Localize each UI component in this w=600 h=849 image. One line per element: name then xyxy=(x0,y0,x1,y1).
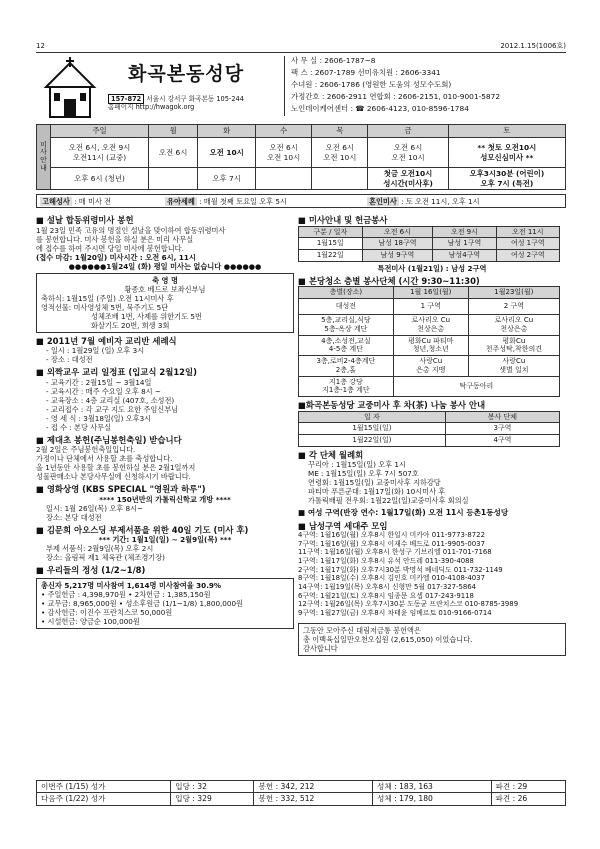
day-header: 목 xyxy=(312,125,368,138)
mass-cell xyxy=(312,168,368,190)
text-line: 황종호 베드로 보좌신부님 xyxy=(124,284,206,294)
text-line: - 교육시간 : 매주 수요일 오후 8시 ~ xyxy=(46,386,161,396)
mass-schedule-table xyxy=(36,124,566,190)
wedding-text: : 토 오전 11시, 오후 1시 xyxy=(401,197,480,206)
table-row xyxy=(299,356,560,377)
mass-cell: 오후3시30분 (어린이) 오후 7시 (특전) xyxy=(448,168,565,190)
section-heading: ■ 2011년 7월 예비자 교리반 세례식 xyxy=(36,335,177,346)
table-cell: 지1층 강당 지1층-1층 계단 xyxy=(299,376,394,397)
page-number: 12 xyxy=(36,42,45,50)
text-line: 화살기도 20번, 희생 3회 xyxy=(91,320,170,330)
text-line: • 주일헌금 : 4,398,970원 • 2차헌금 : 1,385,150원 xyxy=(41,589,211,599)
text-line: 에 접수를 하여 주시면 당일 미사에 봉헌합니다. xyxy=(36,243,184,253)
table-cell: 남성 18구역 xyxy=(362,238,433,250)
church-logo-icon xyxy=(40,57,100,121)
table-cell: 다음주 (1/22) 성가 xyxy=(37,793,171,805)
table-cell: 봉헌 : 332, 512 xyxy=(254,793,373,805)
contact-list xyxy=(284,56,566,116)
sacrament-notes xyxy=(36,194,566,208)
table-row xyxy=(299,335,560,356)
table-cell: 1월15일 xyxy=(299,238,363,250)
text-line: - 장소 : 대성전 xyxy=(46,355,93,364)
text-line: 장소: 본당 대성전 xyxy=(46,512,102,522)
offering-summary-box xyxy=(36,578,294,629)
table-cell: 2 구역 xyxy=(468,299,559,315)
table-cell: 성체 : 179, 180 xyxy=(373,793,492,805)
mass-cell: 첫금 오전10시 성시간(미사후) xyxy=(368,168,448,190)
table-cell: 로사리오 Cu 천상은총 xyxy=(468,315,559,336)
table-cell: 성체 : 183, 163 xyxy=(373,781,492,793)
masthead xyxy=(36,52,566,124)
hymn-table xyxy=(36,780,566,806)
table-cell: 1월15일(일) xyxy=(299,423,446,435)
list-item: 11구역: 1월16일(월) 오후8시 한성구 기브리엘 011-701-7168 xyxy=(298,548,492,557)
cleaning-table xyxy=(298,286,560,397)
text-line: ●●●●●●1월24일 (화) 평일 미사는 없습니다 ●●●●●● xyxy=(68,261,262,271)
table-cell: 1월22일 xyxy=(299,250,363,262)
list-item: 1구역: 1월17일(화) 오후8시 유석 안드레 011-390-4088 xyxy=(298,557,474,566)
text-line: 꾸리아 : 1월15일(일) 오후 1시 xyxy=(308,460,406,470)
tea-service-table xyxy=(298,411,560,447)
text-line: 그동안 모아주신 대림저금통 봉헌액은 xyxy=(303,626,421,636)
day-header: 월 xyxy=(149,125,198,138)
text-line: 올 1년동안 사용할 초를 봉헌하실 분은 2월1일까지 xyxy=(36,463,196,472)
mass-cell: 오전 6시 오전 10시 xyxy=(312,138,368,168)
day-header: 화 xyxy=(198,125,256,138)
contact-line: 사 무 실 : 2606-1787~8 xyxy=(291,56,376,65)
table-cell: 평화Cu 천주성탁,착한의견 xyxy=(468,335,559,356)
offering-service-table xyxy=(298,226,560,262)
table-row xyxy=(299,435,560,447)
text-line: 1월 23일 민족 고유의 명절인 설날을 맞이하여 합동위령미사 xyxy=(36,225,226,235)
table-row xyxy=(299,238,560,250)
text-line: 를 봉헌합니다. 미사 봉헌을 하실 분은 미리 사무실 xyxy=(36,234,194,244)
table-row xyxy=(299,250,560,262)
mass-cell: 오후 7시 xyxy=(198,168,256,190)
homepage-link[interactable]: http://hwagok.org xyxy=(135,103,195,112)
table-cell: 여성 1구역 xyxy=(496,238,559,250)
section-heading: ■ 우리들의 정성 (1/2~1/8) xyxy=(36,565,146,575)
text-line: *** 기간: 1월1일(일) ~ 2월9일(목) *** xyxy=(98,535,232,544)
table-cell: 파견 : 26 xyxy=(491,793,565,805)
text-line: 총신자 5,217명 미사참여 1,614명 미사참여율 30.9% xyxy=(41,580,222,590)
text-line: 2월 2일은 주님봉헌축일입니다. xyxy=(36,445,136,454)
table-cell: 평화Cu 파티마 청년,청소년 xyxy=(393,335,468,356)
list-item: 7구역: 1월16일(월) 오후8시 이재수 베드로 011-9905-0037 xyxy=(298,539,485,548)
text-line: - 접 수 : 본당 사무실 xyxy=(46,422,112,432)
table-cell: 1월22일(일) xyxy=(299,435,446,447)
text-line: 총 이백육십일만오천오십원 (2,615,050) 이었습니다. xyxy=(303,635,473,645)
day-header: 주일 xyxy=(51,125,149,138)
confession-text: : 매 미사 전 xyxy=(74,197,112,206)
table-cell: 입당 : 32 xyxy=(171,781,254,793)
table-header: 일 자 xyxy=(299,411,446,423)
text-line: (접수 마감: 1월20일) 미사시간 : 오전 6시, 11시 xyxy=(36,252,196,262)
issue-date: 2012.1.15(1006호) xyxy=(500,42,566,50)
table-cell: 3구역 xyxy=(445,423,559,435)
section-heading: ■ 미사안내 및 헌금봉사 xyxy=(298,215,388,225)
table-cell: 봉헌 : 342, 212 xyxy=(254,781,373,793)
table-cell: 3층,로비2-4층계단 2층,홀 xyxy=(299,356,394,377)
table-header: 1월23일(월) xyxy=(468,287,559,299)
mass-cell: 오전 6시 xyxy=(149,138,198,168)
section-heading: ■화곡본동성당 교중미사 후 차(茶) 나눔 봉사 안내 xyxy=(298,400,486,410)
section-heading: ■ 김문희 아오스딩 부제서품을 위한 40일 기도 (미사 후) xyxy=(36,524,249,535)
text-line: 영적선물: 미사영성체 5번, 묵주기도 5단 xyxy=(41,302,169,312)
text-line: 부제 서품식: 2월9일(목) 오후 2시 xyxy=(46,544,154,553)
table-header: 오전 6시 xyxy=(362,226,433,238)
corner-label: 구분 xyxy=(313,227,327,236)
text-line: 일시: 1월 26일(목) 오후 8시~ xyxy=(46,503,144,513)
table-cell: 4층,소성전,교실 4-5층 계단 xyxy=(299,335,394,356)
confession-label: 고해성사 xyxy=(42,197,70,206)
section-heading: ■ 제대초 봉헌(주님봉헌축일) 받습니다 xyxy=(36,434,182,445)
left-column xyxy=(36,212,294,631)
mass-cell xyxy=(256,168,312,190)
text-line: • 교무금: 8,965,000원 • 성소후원금 (1/1~1/8) 1,800,000원 xyxy=(41,598,243,608)
mass-cell: 오후 6시 (청년) xyxy=(51,168,149,190)
contact-line: 팩 스 : 2607-1789 선미유치원 : 2606-3341 xyxy=(291,68,441,77)
congrats-title: 축 영 명 xyxy=(152,275,178,285)
section-heading: ■ 여성 구역(반장 연수: 1월17일(화) 오전 11시 등촌1동성당 xyxy=(298,508,509,518)
table-cell: 5층,교리실,식당 5층-옥상 계단 xyxy=(299,315,394,336)
thanks-box xyxy=(298,623,566,656)
list-item: 4구역: 1월16일(월) 오후8시 한일시 미카아 011-9773-8722 xyxy=(298,531,485,540)
list-item: 6구역: 1월21일(토) 오후8시 임종문 요셉 017-243-9118 xyxy=(298,591,474,600)
contact-line: 가정간호 : 2606-2911 연합회 : 2606-2151, 010-9001-5872 xyxy=(291,92,501,101)
table-header: 1월 16일(월) xyxy=(393,287,468,299)
list-item: 12구역: 1월26일(목) 오후7시30분 도동균 프란치스코 010-8785-3989 xyxy=(298,600,519,609)
text-line: 파티마 푸른군대: 1월17일(화) 10시미사 후 xyxy=(308,487,446,497)
contact-line: 수녀원 : 2606-1786 (영원한 도움의 성모수도회) xyxy=(291,80,452,89)
list-item: 2구역: 1월17일(화) 오후7시30분 박명석 베네딕도 011-732-1149 xyxy=(298,565,503,574)
list-item: 9구역: 1월27일(금) 오후8시 차태윤 임베르토 010-9166-0714 xyxy=(298,608,492,617)
day-header: 금 xyxy=(368,125,448,138)
section-heading: ■ 영화상영 (KBS SPECIAL "영원과 하루") xyxy=(36,484,206,494)
table-cell: 이번주 (1/15) 성가 xyxy=(37,781,171,793)
table-row xyxy=(299,423,560,435)
mass-cell: ** 첫토 오전10시 성모신심미사 ** xyxy=(448,138,565,168)
text-line: • 시설헌금: 양금순 100,000원 xyxy=(41,616,140,626)
table-row xyxy=(299,299,560,315)
text-line: 장소: 올림픽 제1 체육관 (체조경기장) xyxy=(46,553,165,562)
table-header: 층별(장소) xyxy=(299,287,394,299)
text-line: 연령회: 1월15일(일) 교중미사후 지하강당 xyxy=(308,478,441,488)
text-line: • 감사헌금: 이진수 프란치스코 50,000원 xyxy=(41,607,173,617)
table-cell: 4구역 xyxy=(445,435,559,447)
section-heading: ■ 외짝교우 교리 일정표 (입교식 2월12일) xyxy=(36,367,197,377)
text-line: 감사합니다 xyxy=(303,644,338,654)
table-cell: 남성4구역 xyxy=(433,250,496,262)
text-line: 성체조배 1번, 사제를 위한기도 5번 xyxy=(91,311,202,321)
table-header: 봉사 단체 xyxy=(445,411,559,423)
text-line: 가정이나 단체에서 사용할 초를 축성합니다. xyxy=(36,454,173,463)
mass-cell: 오전 6시 오전 10시 xyxy=(256,138,312,168)
table-cell: 탁구동아리 xyxy=(393,376,559,397)
baptism-label: 유아세례 xyxy=(167,197,195,206)
table-header: 구분 / 일자 xyxy=(299,226,363,238)
mass-side-label: 미사안내 xyxy=(37,125,51,190)
table-row xyxy=(299,376,560,397)
text-line: ME : 1월15일(일) 오후 7시 507호 xyxy=(308,469,419,479)
mass-cell xyxy=(149,168,198,190)
text-line: - 일시 : 1월29일 (일) 오후 3시 xyxy=(46,346,145,355)
table-cell: 입당 : 329 xyxy=(171,793,254,805)
section-heading: ■ 각 단체 월례회 xyxy=(298,449,364,460)
list-item: 14구역: 1월19일(목) 오후8시 신형만 5월 017-327-5864 xyxy=(298,582,477,591)
table-cell: 여성 2구역 xyxy=(496,250,559,262)
day-header: 토 xyxy=(448,125,565,138)
day-header: 수 xyxy=(256,125,312,138)
text-line: **** 150년만의 가톨릭신학교 개방 **** xyxy=(99,494,231,504)
address: 서울시 강서구 화곡본동 105-244 xyxy=(146,95,244,103)
table-row xyxy=(299,315,560,336)
table-cell: 사랑Cu 샛별 일치 xyxy=(468,356,559,377)
table-row xyxy=(37,781,566,793)
text-line: 축하식: 1월15일 (주일) 오전 11시미사 후 xyxy=(41,293,174,303)
text-line: - 영 세 식 : 3월18일(일) 오후3시 xyxy=(46,413,152,423)
section-heading: ■ 설날 합동위령미사 봉헌 xyxy=(36,215,134,225)
mass-cell: 오전 6시 오전 10시 xyxy=(368,138,448,168)
table-cell: 사랑Cu 은총 지맹 xyxy=(393,356,468,377)
mass-cell: 오전 6시, 오전 9시 오전11시 (교중) xyxy=(51,138,149,168)
feast-congrats-box xyxy=(36,273,294,333)
mass-cell: 오전 10시 xyxy=(198,138,256,168)
right-column xyxy=(298,212,566,658)
table-cell: 로사리오 Cu 천상은총 xyxy=(393,315,468,336)
text-line: - 교육장소 : 4층 교리실 (407호, 소성전) xyxy=(46,395,175,405)
table-cell: 남성 1구역 xyxy=(433,238,496,250)
homepage-label: 홈페이지 xyxy=(108,103,134,112)
table-header: 오전 9시 xyxy=(433,226,496,238)
section-heading: ■ 남성구역 세대주 모임 xyxy=(298,520,388,531)
postal-code: 157-872 xyxy=(108,94,144,104)
wedding-label: 혼인미사 xyxy=(369,197,397,206)
contact-line: 노인데이케어센터 : ☎ 2606-4123, 010-8596-1784 xyxy=(291,104,469,113)
header-date: 일자 xyxy=(333,227,348,236)
church-title: 화곡본동성당 xyxy=(128,63,245,85)
table-cell: 대성전 xyxy=(299,299,394,315)
table-header: 오전 11시 xyxy=(496,226,559,238)
table-cell: 파견 : 29 xyxy=(491,781,565,793)
text-line: 특전미사 (1월21일) : 남성 2구역 xyxy=(377,263,487,273)
text-line: - 교육기간 : 2월15일 ~ 3월14일 xyxy=(46,377,152,387)
text-line: 성물판매소나 본당사무실에 신청하시기 바랍니다. xyxy=(36,472,191,481)
text-line: - 교리접수 : 각 교구 지도 요한 주임신부님 xyxy=(46,404,179,414)
table-cell: 남성 9구역 xyxy=(362,250,433,262)
text-line: 가톨릭배필 전우회: 1월22일(일)교중미사후 회의실 xyxy=(308,496,469,506)
table-cell: 1 구역 xyxy=(393,299,468,315)
section-heading: ■ 본당청소 층별 봉사단체 (시간 9:30~11:30) xyxy=(298,275,480,286)
table-row xyxy=(37,793,566,805)
list-item: 8구역: 1월18일(수) 오후8시 김인호 미카엘 010-4108-4037 xyxy=(298,574,485,583)
baptism-text: : 매월 첫째 토요일 오후 5시 xyxy=(199,197,287,206)
